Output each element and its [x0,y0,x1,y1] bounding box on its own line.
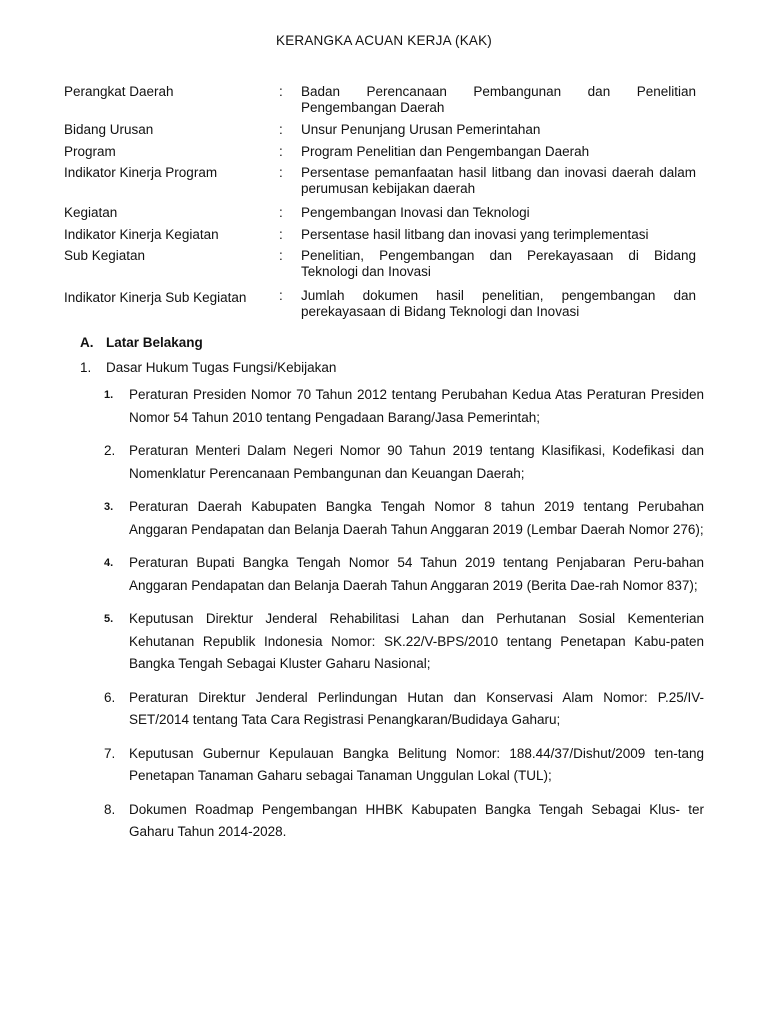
identity-table [64,84,696,325]
meta-label: Sub Kegiatan [64,248,146,263]
meta-value: Pengembangan Inovasi dan Teknologi [301,205,530,220]
section-title: Latar Belakang [106,335,203,350]
meta-colon: : [279,288,283,303]
meta-value: Badan Perencanaan Pembangunan dan Penelitian Pengembangan Daerah [301,84,696,115]
meta-colon: : [279,122,283,137]
list-item [104,799,704,844]
meta-value: Jumlah dokumen hasil penelitian, pengembangan dan perekayasaan di Bidang Teknologi dan Inovasi [301,288,696,319]
meta-value: Persentase hasil litbang dan inovasi yang terimplementasi [301,226,649,242]
meta-label: Kegiatan [64,205,118,220]
list-item-number: 5. [104,613,114,625]
meta-value: Persentase pemanfaatan hasil litbang dan inovasi daerah dalam perumusan kebijakan daerah [301,165,696,196]
meta-label: Perangkat Daerah [64,84,174,99]
list-item [104,608,704,676]
list-item-number: 2. [104,443,116,458]
section-letter: A. [80,335,94,350]
meta-row-program [64,144,696,160]
meta-label: Program [64,143,116,159]
subsection-title: Dasar Hukum Tugas Fungsi/Kebijakan [106,360,337,375]
meta-row-indikator-program [64,165,696,196]
meta-colon: : [279,84,283,99]
legal-basis-list [104,384,704,855]
list-item-number: 7. [104,745,116,761]
meta-colon: : [279,226,283,242]
meta-row-kegiatan [64,205,696,221]
meta-value: Program Penelitian dan Pengembangan Daerah [301,143,590,159]
list-item [104,552,704,597]
list-item [104,496,704,541]
section-heading [80,335,203,350]
list-item-text: Peraturan Menteri Dalam Negeri Nomor 90 Tahun 2019 tentang Klasifikasi, Kodefikasi dan Nomenklatur Perencanaan Pembangunan dan Keuangan Daerah; [129,443,704,481]
meta-row-indikator-sub-kegiatan [64,288,696,319]
meta-colon: : [279,248,283,263]
list-item [104,384,704,429]
list-item-text: Dokumen Roadmap Pengembangan HHBK Kabupaten Bangka Tengah Sebagai Klus- ter Gaharu Tahun 2014-2028. [129,801,704,839]
list-item-number: 6. [104,689,116,705]
list-item [104,440,704,485]
list-item [104,687,704,732]
meta-row-indikator-kegiatan [64,227,696,243]
list-item [104,743,704,788]
meta-value: Penelitian, Pengembangan dan Perekayasaan di Bidang Teknologi dan Inovasi [301,248,696,279]
list-item-text: Peraturan Daerah Kabupaten Bangka Tengah Nomor 8 tahun 2019 tentang Perubahan Anggaran Pendapatan dan Belanja Daerah Tahun Anggaran 2019 (Lembar Daerah Nomor 276); [129,499,704,537]
list-item-number: 4. [104,557,114,569]
meta-row-bidang-urusan [64,122,696,138]
meta-label: Indikator Kinerja Kegiatan [64,226,219,242]
list-item-number: 1. [104,389,114,401]
list-item-number: 3. [104,501,114,513]
meta-colon: : [279,165,283,180]
meta-label: Indikator Kinerja Sub Kegiatan [64,290,247,305]
meta-colon: : [279,205,283,220]
meta-colon: : [279,143,283,159]
subsection-heading [80,360,336,375]
list-item-text: Keputusan Gubernur Kepulauan Bangka Belitung Nomor: 188.44/37/Dishut/2009 ten-tang Penetapan Tanaman Gaharu sebagai Tanaman Unggulan Lokal (TUL); [129,745,704,783]
list-item-text: Peraturan Presiden Nomor 70 Tahun 2012 tentang Perubahan Kedua Atas Peraturan Presiden Nomor 54 Tahun 2010 tentang Pengadaan Barang/Jasa Pemerintah; [129,387,704,425]
meta-label: Bidang Urusan [64,122,154,137]
meta-value: Unsur Penunjang Urusan Pemerintahan [301,122,541,137]
subsection-number: 1. [80,360,92,375]
list-item-text: Peraturan Bupati Bangka Tengah Nomor 54 Tahun 2019 tentang Penjabaran Peru-bahan Anggaran Pendapatan dan Belanja Daerah Tahun Anggaran 2019 (Berita Dae-rah Nomor 837); [129,555,704,593]
meta-row-sub-kegiatan [64,248,696,279]
list-item-number: 8. [104,801,116,817]
meta-label: Indikator Kinerja Program [64,165,218,180]
meta-row-perangkat-daerah [64,84,696,115]
list-item-text: Peraturan Direktur Jenderal Perlindungan Hutan dan Konservasi Alam Nomor: P.25/IV- SET/2014 tentang Tata Cara Registrasi Penangkaran/Budidaya Gaharu; [129,689,704,727]
document-title: KERANGKA ACUAN KERJA (KAK) [275,33,492,48]
list-item-text: Keputusan Direktur Jenderal Rehabilitasi Lahan dan Perhutanan Sosial Kementerian Kehutanan Republik Indonesia Nomor: SK.22/V-BPS/2010 tentang Penetapan Kabu-paten Bangka Tengah Sebagai Kluster Gaharu Nasional; [129,611,704,671]
